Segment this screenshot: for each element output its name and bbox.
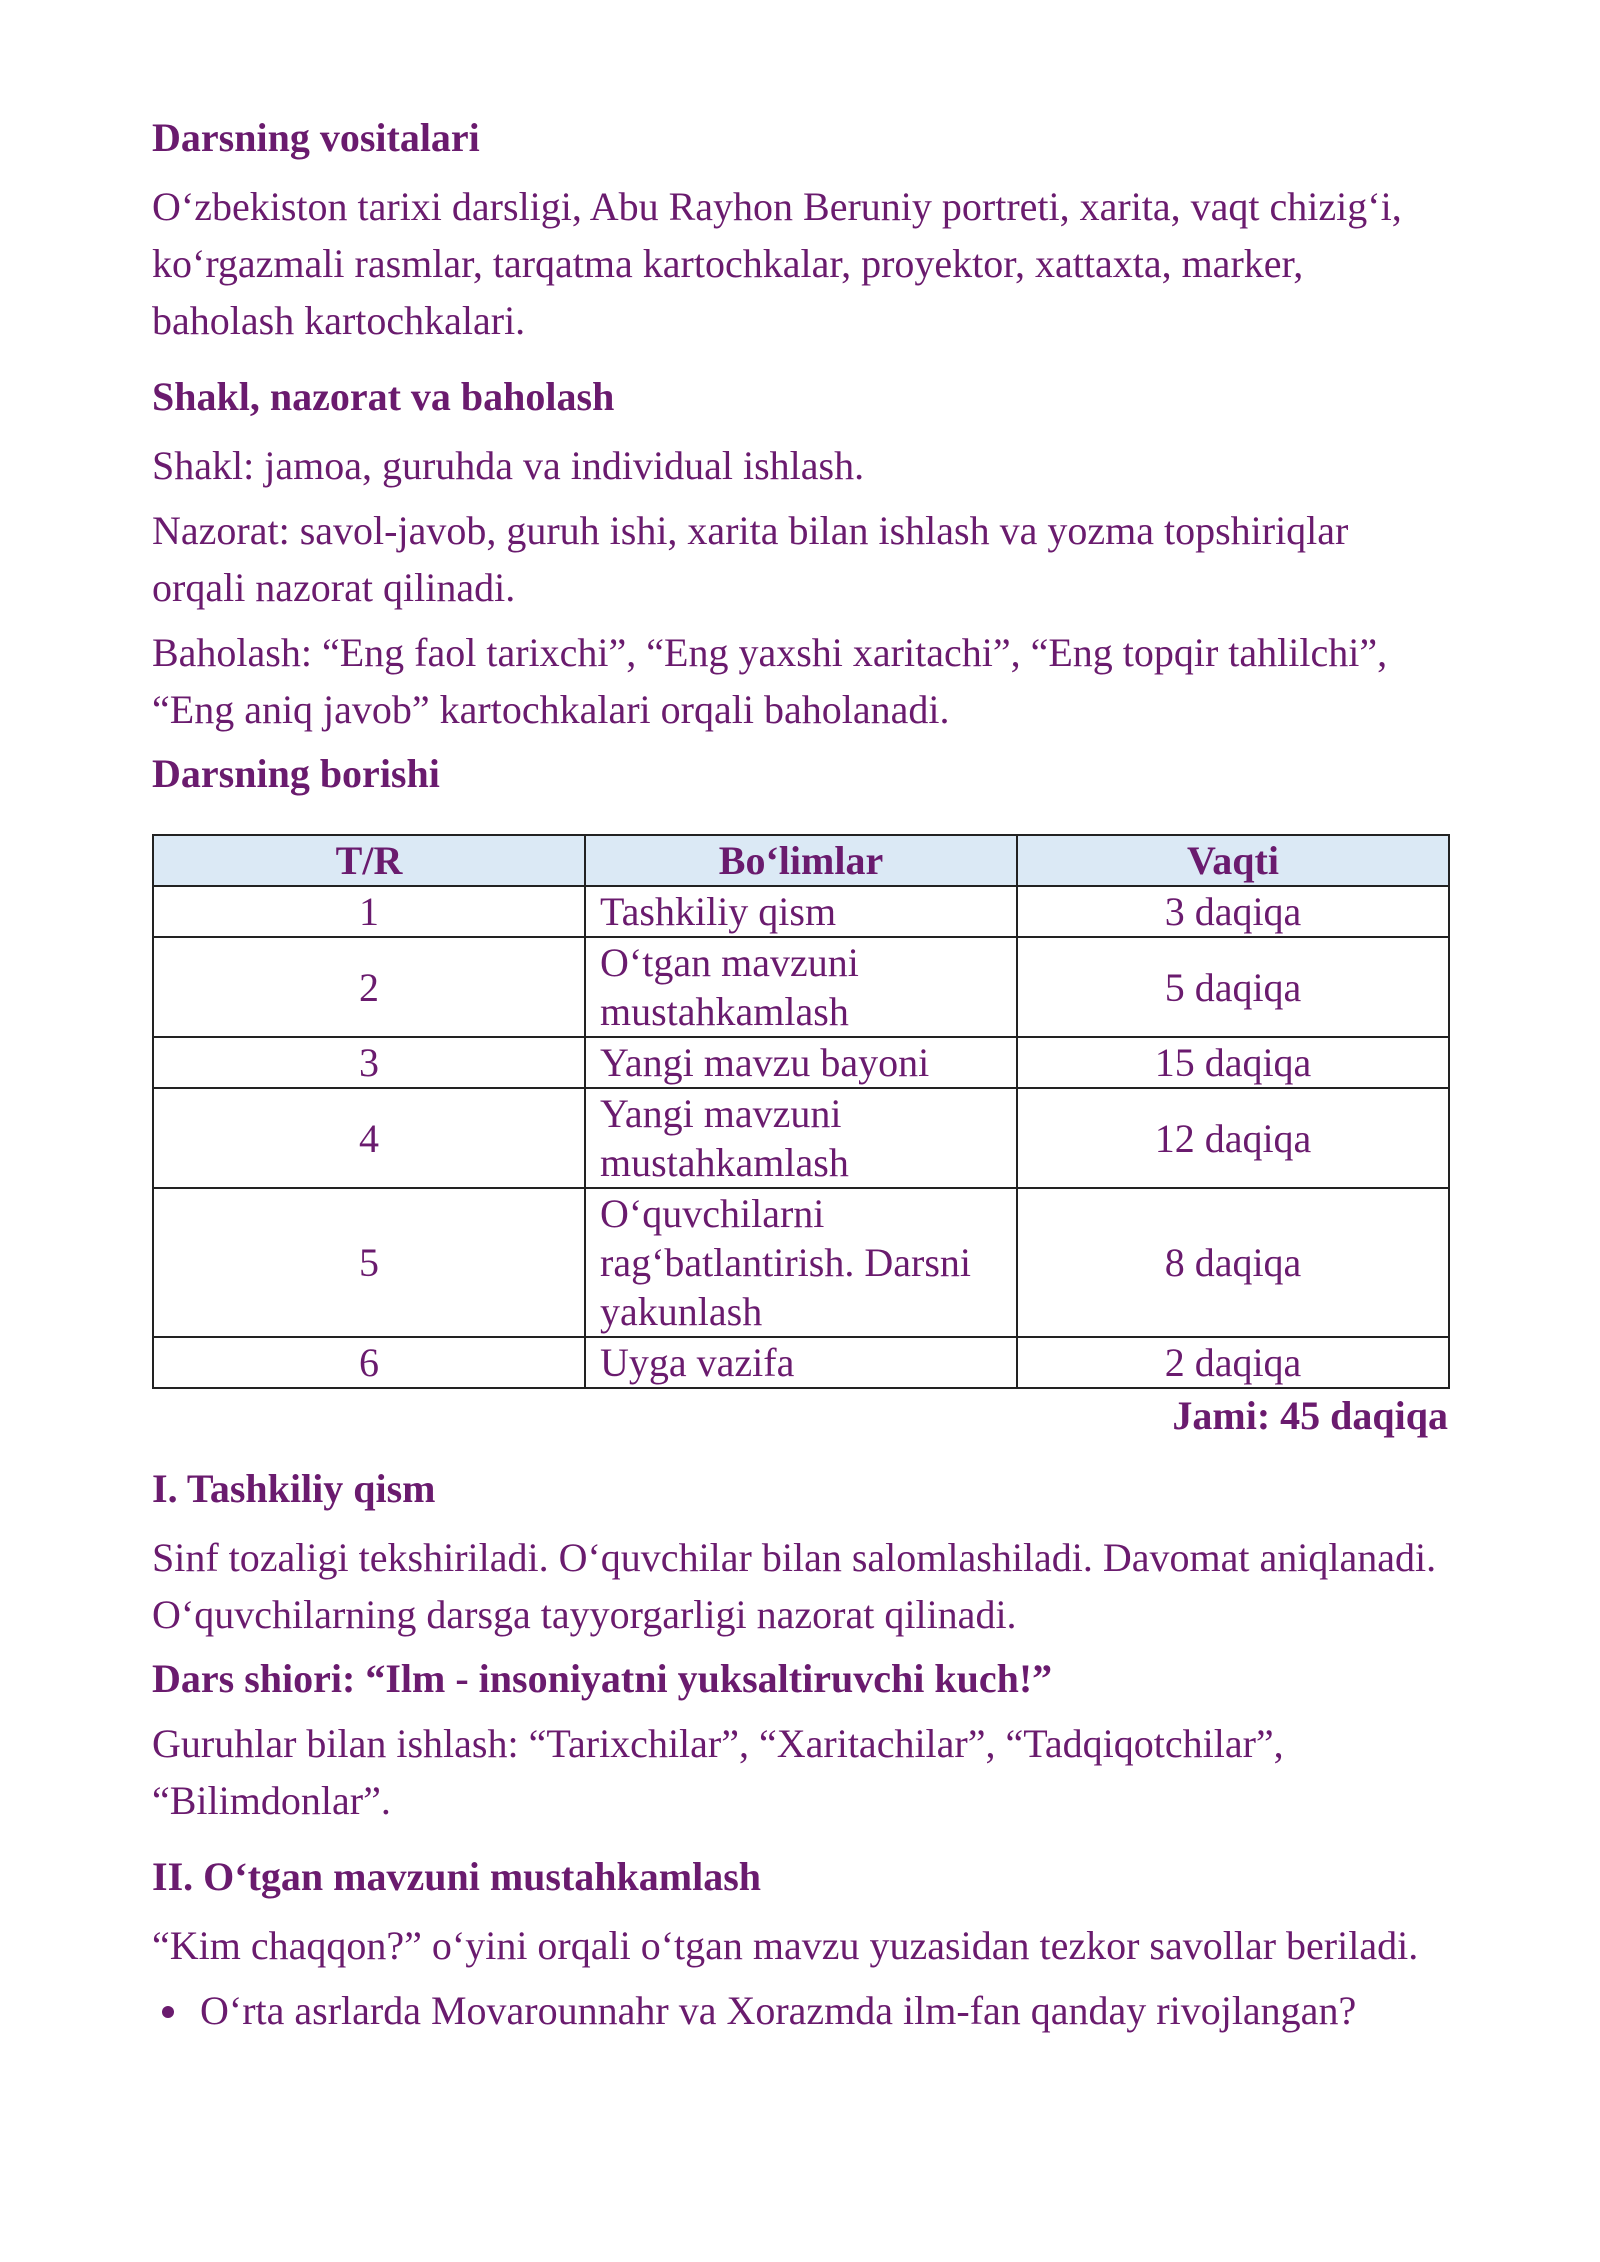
- table-row: [153, 886, 1449, 937]
- row-section: Yangi mavzu bayoni: [585, 1037, 1017, 1088]
- table-row: [153, 1088, 1449, 1188]
- table-row: [153, 1337, 1449, 1388]
- guruhlar-text: Guruhlar bilan ishlash: “Tarixchilar”, “Xaritachilar”, “Tadqiqotchilar”, “Bilimdonlar”.: [152, 1721, 1284, 1823]
- nazorat-text: Nazorat: savol-javob, guruh ishi, xarita bilan ishlash va yozma topshiriqlar orqali nazorat qilinadi.: [152, 508, 1349, 610]
- table-total: Jami: 45 daqiqa: [1172, 1393, 1448, 1438]
- list-item-text: O‘rta asrlarda Movarounnahr va Xorazmda ilm-fan qanday rivojlangan?: [200, 1988, 1357, 2033]
- header-bolimlar: Bo‘limlar: [585, 835, 1017, 886]
- row-number: 1: [153, 886, 585, 937]
- row-number: 2: [153, 937, 585, 1037]
- row-section: Yangi mavzuni mustahkamlash: [585, 1088, 1017, 1188]
- baholash-text: Baholash: “Eng faol tarixchi”, “Eng yaxshi xaritachi”, “Eng topqir tahlilchi”, “Eng aniq javob” kartochkalari orqali baholanadi.: [152, 630, 1388, 732]
- heading-vositalar: Darsning vositalari: [152, 115, 480, 160]
- dars-shiori: Dars shiori: “Ilm - insoniyatni yuksaltiruvchi kuch!”: [152, 1656, 1053, 1701]
- question-list: [152, 1982, 1448, 2039]
- heading-mustahkamlash: II. O‘tgan mavzuni mustahkamlash: [152, 1854, 762, 1899]
- header-tr: T/R: [153, 835, 585, 886]
- heading-borishi: Darsning borishi: [152, 751, 440, 796]
- table-row: [153, 1037, 1449, 1088]
- lesson-plan-table-wrap: [152, 834, 1448, 1389]
- mustahkamlash-text: “Kim chaqqon?” o‘yini orqali o‘tgan mavzu yuzasidan tezkor savollar beriladi.: [152, 1923, 1419, 1968]
- heading-shakl: Shakl, nazorat va baholash: [152, 374, 615, 419]
- row-number: 3: [153, 1037, 585, 1088]
- list-item: [152, 1982, 1448, 2039]
- row-time: 5 daqiqa: [1017, 937, 1449, 1037]
- row-section: O‘quvchilarni rag‘batlantirish. Darsni yakunlash: [585, 1188, 1017, 1337]
- row-time: 8 daqiqa: [1017, 1188, 1449, 1337]
- table-row: [153, 1188, 1449, 1337]
- table-header-row: [153, 835, 1449, 886]
- table-row: [153, 937, 1449, 1037]
- vositalar-text: O‘zbekiston tarixi darsligi, Abu Rayhon Beruniy portreti, xarita, vaqt chizig‘i, ko‘rgazmali rasmlar, tarqatma kartochkalar, proyektor, xattaxta, marker, baholash kartochkalari.: [152, 184, 1402, 343]
- row-time: 12 daqiqa: [1017, 1088, 1449, 1188]
- tashkiliy-text: Sinf tozaligi tekshiriladi. O‘quvchilar bilan salomlashiladi. Davomat aniqlanadi. O‘quvchilarning darsga tayyorgarligi nazorat qilinadi.: [152, 1535, 1437, 1637]
- row-time: 3 daqiqa: [1017, 886, 1449, 937]
- shakl-text: Shakl: jamoa, guruhda va individual ishlash.: [152, 443, 865, 488]
- lesson-plan-table: [152, 834, 1450, 1389]
- row-section: O‘tgan mavzuni mustahkamlash: [585, 937, 1017, 1037]
- heading-tashkiliy: I. Tashkiliy qism: [152, 1466, 436, 1511]
- row-number: 4: [153, 1088, 585, 1188]
- bullet-icon: [162, 2006, 174, 2018]
- header-vaqti: Vaqti: [1017, 835, 1449, 886]
- row-time: 15 daqiqa: [1017, 1037, 1449, 1088]
- document-page: [152, 110, 1448, 2039]
- row-number: 6: [153, 1337, 585, 1388]
- row-time: 2 daqiqa: [1017, 1337, 1449, 1388]
- row-section: Tashkiliy qism: [585, 886, 1017, 937]
- row-section: Uyga vazifa: [585, 1337, 1017, 1388]
- row-number: 5: [153, 1188, 585, 1337]
